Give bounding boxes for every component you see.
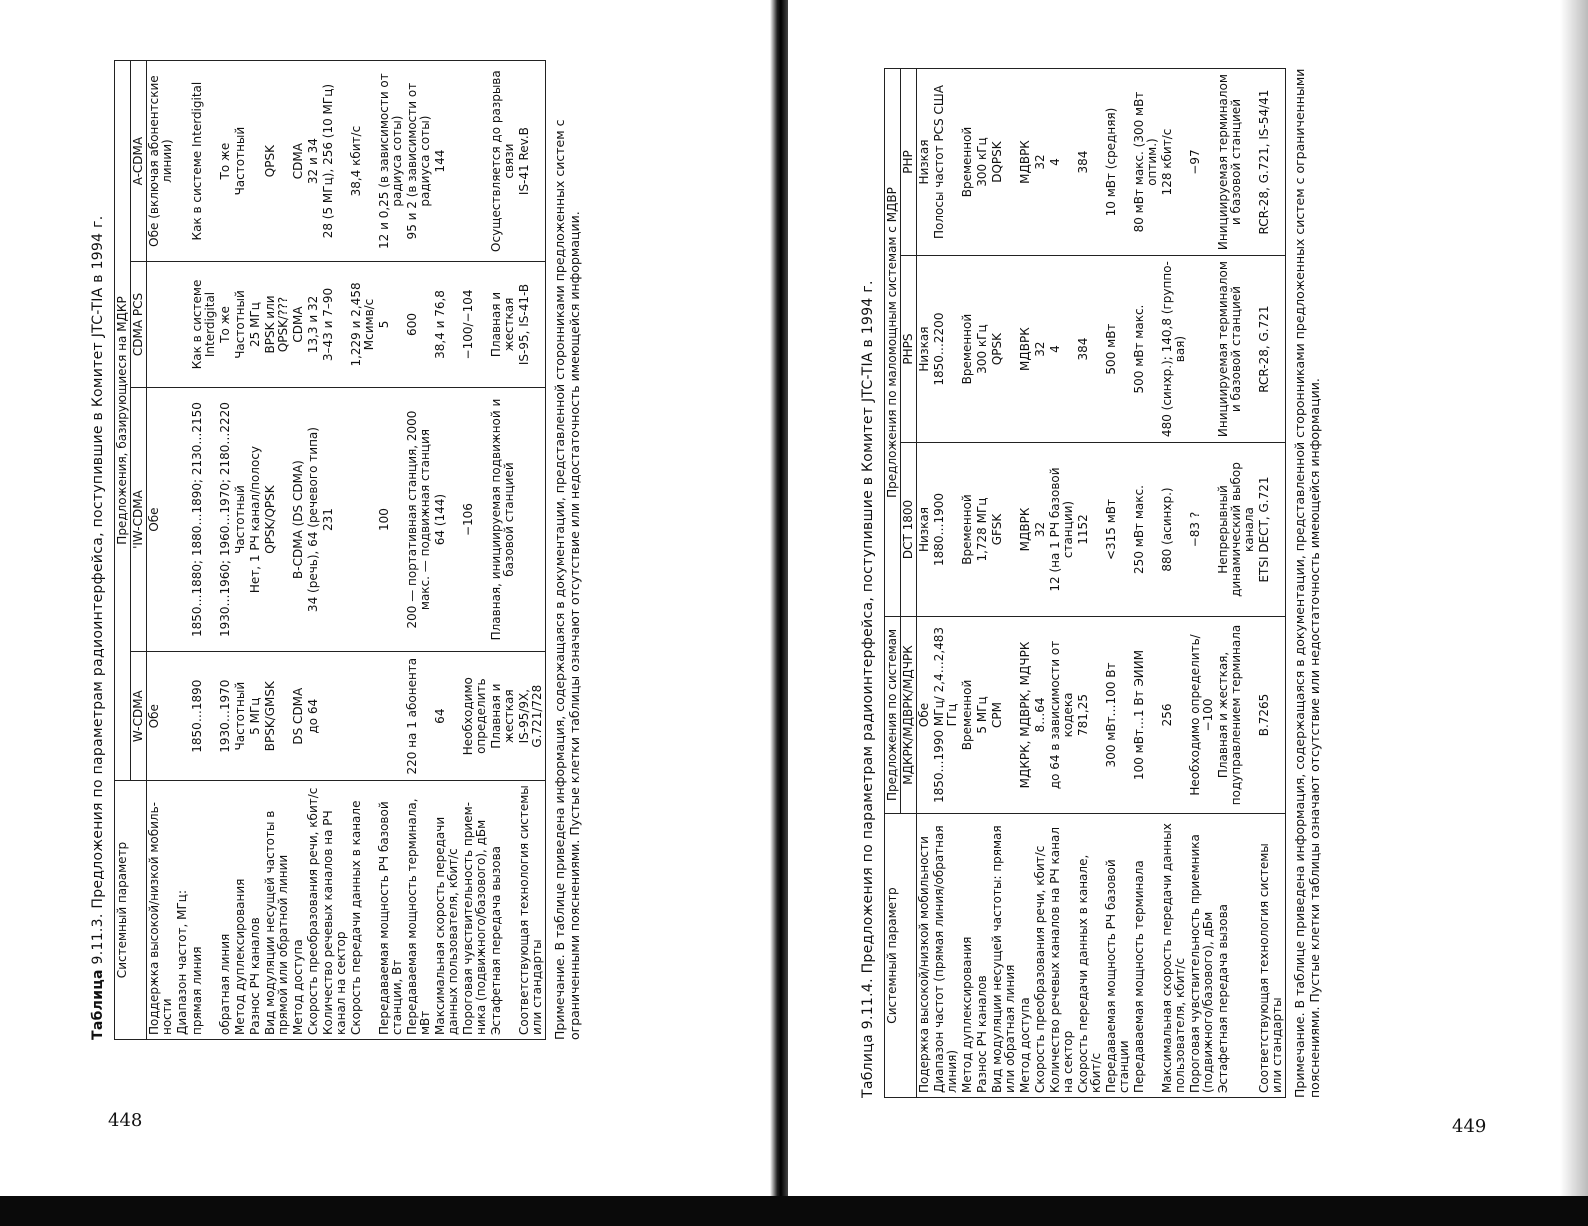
value-cell: RCR-28, G.721, IS-54/41 bbox=[1257, 69, 1286, 256]
value-cell: IS-95, IS-41-B bbox=[517, 262, 546, 388]
value-cell: <315 мВт bbox=[1104, 443, 1132, 617]
parameter-cell: Скорость передачи данных в канале bbox=[349, 781, 377, 1040]
value-cell bbox=[147, 262, 176, 388]
table-row bbox=[218, 61, 233, 1040]
value-cell: 13,3 и 32 bbox=[306, 262, 321, 388]
value-cell: Временной bbox=[960, 616, 975, 813]
scan-bottom-band bbox=[0, 1196, 1588, 1226]
value-cell: RCR-28, G.721 bbox=[1257, 256, 1286, 443]
left-column-header: CDMA PCS bbox=[131, 262, 147, 388]
value-cell: 4 bbox=[1048, 69, 1076, 256]
value-cell: 5 МГц bbox=[975, 616, 990, 813]
value-cell: То же bbox=[218, 262, 233, 388]
parameter-cell: прямая линия bbox=[190, 781, 218, 1040]
value-cell: 1880…1900 bbox=[932, 443, 960, 617]
value-cell: 12 и 0,25 (в зависимости от радиуса соты) bbox=[377, 61, 405, 262]
value-cell: QPSK/QPSK bbox=[263, 387, 291, 652]
parameter-cell: Метод дуплексирования bbox=[960, 814, 975, 1098]
left-page-number: 448 bbox=[108, 1110, 143, 1131]
value-cell: 1930…1970 bbox=[218, 652, 233, 781]
value-cell: Необходимо определить/−100 bbox=[1188, 616, 1216, 813]
value-cell: Как в системе Interdigital bbox=[190, 61, 218, 262]
parameter-cell: Количество речевых каналов на РЧ канал на сектор bbox=[321, 781, 349, 1040]
value-cell: 10 мВт (средняя) bbox=[1104, 69, 1132, 256]
table-row bbox=[321, 61, 349, 1040]
value-cell: 480 (синхр.); 140,8 (групповая) bbox=[1160, 256, 1188, 443]
table-row bbox=[433, 61, 461, 1040]
value-cell: 500 мВт макс. bbox=[1132, 256, 1160, 443]
value-cell: 32 и 34 bbox=[306, 61, 321, 262]
value-cell: IS-95/9X, G.721/728 bbox=[517, 652, 546, 781]
left-column-header: A-CDMA bbox=[131, 61, 147, 262]
value-cell: 200 — портативная станция, 2000 макс. — подвижная станция bbox=[405, 387, 433, 652]
value-cell: Инициируемая терминалом и базовой станцией bbox=[1216, 69, 1257, 256]
value-cell: 880 (асинхр.) bbox=[1160, 443, 1188, 617]
table-row bbox=[1132, 69, 1160, 1098]
value-cell: до 64 bbox=[306, 652, 321, 781]
left-column-header: W-CDMA bbox=[131, 652, 147, 781]
parameter-cell: Максимальная скорость передачи данных пользователя, кбит/с bbox=[433, 781, 461, 1040]
value-cell: 1850…1890 bbox=[190, 652, 218, 781]
value-cell: Низкая bbox=[917, 69, 933, 256]
value-cell bbox=[248, 61, 263, 262]
parameter-cell: Метод доступа bbox=[1018, 814, 1033, 1098]
right-header-group-1: Предложения по системам bbox=[885, 616, 901, 813]
right-page-content bbox=[860, 68, 1322, 1098]
value-cell: 1850…1880; 1880…1890; 2130…2150 bbox=[190, 387, 218, 652]
value-cell: 8…64 bbox=[1033, 616, 1048, 813]
value-cell: ETSI DECT, G.721 bbox=[1257, 443, 1286, 617]
left-caption-prefix: Таблица bbox=[90, 969, 106, 1040]
parameter-cell: Скорость преобразования речи, кбит/с bbox=[1033, 814, 1048, 1098]
parameter-cell: Вид модуляции несущей частоты в прямой или обратной линии bbox=[263, 781, 291, 1040]
value-cell: QPSK bbox=[990, 256, 1018, 443]
right-column-header: PHP bbox=[901, 69, 917, 256]
value-cell: Обе bbox=[147, 387, 176, 652]
value-cell bbox=[517, 387, 546, 652]
right-page-number: 449 bbox=[1452, 1116, 1487, 1137]
value-cell: 32 bbox=[1033, 69, 1048, 256]
value-cell: CPM bbox=[990, 616, 1018, 813]
left-table-caption bbox=[90, 60, 106, 1040]
value-cell: МДВРК bbox=[1018, 69, 1033, 256]
parameter-cell: Передаваемая мощность РЧ базовой станции bbox=[1104, 814, 1132, 1098]
value-cell: 1152 bbox=[1076, 443, 1104, 617]
value-cell: 220 на 1 абонента bbox=[405, 652, 433, 781]
table-row bbox=[1018, 69, 1033, 1098]
value-cell: Обе (включая абонентские линии) bbox=[147, 61, 176, 262]
parameter-cell: Разнос РЧ каналов bbox=[248, 781, 263, 1040]
parameter-cell: Поддержка высокой/низкой мобильности bbox=[147, 781, 176, 1040]
value-cell: 128 кбит/с bbox=[1160, 69, 1188, 256]
value-cell: Необходимо определить bbox=[461, 652, 489, 781]
value-cell: 256 bbox=[1160, 616, 1188, 813]
right-column-header: МДКРК/МДВРК/МДЧРК bbox=[901, 616, 917, 813]
table-row bbox=[517, 61, 546, 1040]
value-cell: 1930…1960; 1960…1970; 2180…2220 bbox=[218, 387, 233, 652]
value-cell: 300 мВт…100 Вт bbox=[1104, 616, 1132, 813]
table-row bbox=[1257, 69, 1286, 1098]
parameter-cell: Метод дуплексирования bbox=[233, 781, 248, 1040]
value-cell: 384 bbox=[1076, 69, 1104, 256]
value-cell: 32 bbox=[1033, 443, 1048, 617]
value-cell: Частотный bbox=[233, 652, 248, 781]
parameter-cell: Максимальная скорость передачи данных пользователя, кбит/с bbox=[1160, 814, 1188, 1098]
value-cell: 384 bbox=[1076, 256, 1104, 443]
value-cell: CDMA bbox=[291, 262, 306, 388]
value-cell: 64 (144) bbox=[433, 387, 461, 652]
value-cell: 144 bbox=[433, 61, 461, 262]
value-cell: Плавная и жесткая, подуправлением терминала bbox=[1216, 616, 1257, 813]
value-cell: 12 (на 1 РЧ базовой станции) bbox=[1048, 443, 1076, 617]
value-cell: МДВРК bbox=[1018, 256, 1033, 443]
table-row bbox=[263, 61, 291, 1040]
value-cell: BPSK/GMSK bbox=[263, 652, 291, 781]
value-cell: МДКРК, МДВРК, МДЧРК bbox=[1018, 616, 1033, 813]
value-cell: до 64 в зависимости от кодека bbox=[1048, 616, 1076, 813]
value-cell: B-CDMA (DS CDMA) bbox=[291, 387, 306, 652]
value-cell: DS CDMA bbox=[291, 652, 306, 781]
value-cell: GFSK bbox=[990, 443, 1018, 617]
parameter-cell: Эстафетная передача вызова bbox=[1216, 814, 1257, 1098]
value-cell: Полосы частот PCS США bbox=[932, 69, 960, 256]
value-cell: Плавная, инициируемая подвижной и базовой станцией bbox=[489, 387, 517, 652]
parameter-cell: Скорость передачи данных в канале, кбит/с bbox=[1076, 814, 1104, 1098]
left-header-group: Предложения, базирующиеся на МДКР bbox=[115, 61, 131, 781]
parameter-cell: Метод доступа bbox=[291, 781, 306, 1040]
table-row bbox=[990, 69, 1018, 1098]
parameter-cell: Передаваемая мощность терминала, мВт bbox=[405, 781, 433, 1040]
value-cell: 95 и 2 (в зависимости от радиуса соты) bbox=[405, 61, 433, 262]
table-row bbox=[147, 61, 176, 1040]
table-row bbox=[377, 61, 405, 1040]
value-cell bbox=[175, 387, 190, 652]
table-row bbox=[489, 61, 517, 1040]
table-row bbox=[1104, 69, 1132, 1098]
value-cell: 38,4 и 76,8 bbox=[433, 262, 461, 388]
value-cell: Временной bbox=[960, 256, 975, 443]
parameter-cell: Соответствующая технология системы или стандарты bbox=[1257, 814, 1286, 1098]
value-cell: Как в системе Interdigital bbox=[190, 262, 218, 388]
value-cell: 38,4 кбит/с bbox=[349, 61, 377, 262]
value-cell: Низкая bbox=[917, 256, 933, 443]
table-row bbox=[917, 69, 933, 1098]
value-cell: 4 bbox=[1048, 256, 1076, 443]
value-cell bbox=[1188, 256, 1216, 443]
table-row bbox=[349, 61, 377, 1040]
value-cell: BPSK или QPSK/??? bbox=[263, 262, 291, 388]
book-spine-shadow bbox=[770, 0, 788, 1226]
table-row bbox=[1076, 69, 1104, 1098]
value-cell: Плавная и жесткая bbox=[489, 262, 517, 388]
table-row bbox=[405, 61, 433, 1040]
parameter-cell: Диапазон частот (прямая линия/обратная линия) bbox=[932, 814, 960, 1098]
table-row bbox=[975, 69, 990, 1098]
value-cell bbox=[349, 387, 377, 652]
parameter-cell: Пороговая чувствительность приемника (подвижного/базового), дБм bbox=[461, 781, 489, 1040]
parameter-cell: Передаваемая мощность РЧ базовой станции, Вт bbox=[377, 781, 405, 1040]
parameter-cell: Передаваемая мощность терминала bbox=[1132, 814, 1160, 1098]
value-cell: 600 bbox=[405, 262, 433, 388]
value-cell: Обе bbox=[147, 652, 176, 781]
value-cell: Низкая bbox=[917, 443, 933, 617]
parameter-cell: Соответствующая технология системы или стандарты bbox=[517, 781, 546, 1040]
parameter-cell: Вид модуляции несущей частоты: прямая или обратная линия bbox=[990, 814, 1018, 1098]
parameter-cell: Эстафетная передача вызова bbox=[489, 781, 517, 1040]
value-cell: DQPSK bbox=[990, 69, 1018, 256]
table-row bbox=[1048, 69, 1076, 1098]
value-cell: IS-41 Rev.B bbox=[517, 61, 546, 262]
value-cell: Нет, 1 РЧ канал/полосу bbox=[248, 387, 263, 652]
value-cell: Частотный bbox=[233, 262, 248, 388]
table-row bbox=[306, 61, 321, 1040]
value-cell: 32 bbox=[1033, 256, 1048, 443]
right-table bbox=[884, 68, 1286, 1098]
value-cell bbox=[321, 652, 349, 781]
value-cell: МДВРК bbox=[1018, 443, 1033, 617]
table-row bbox=[248, 61, 263, 1040]
parameter-cell: Скорость преобразования речи, кбит/с bbox=[306, 781, 321, 1040]
value-cell bbox=[175, 262, 190, 388]
left-table-note: Примечание. В таблице приведена информация, содержащаяся в документации, представленной сторонниками предложенных систем с ограниченными пояснениями. Пустые клетки таблицы означают отсутствие или недостаточность имеющейся информации. bbox=[552, 119, 582, 1040]
value-cell: Непрерывный динамический выбор канала bbox=[1216, 443, 1257, 617]
left-header-param: Системный параметр bbox=[115, 781, 147, 1040]
value-cell: B.7265 bbox=[1257, 616, 1286, 813]
parameter-cell: Диапазон частот, МГц: bbox=[175, 781, 190, 1040]
value-cell: Частотный bbox=[233, 387, 248, 652]
value-cell: −97 bbox=[1188, 69, 1216, 256]
parameter-cell: Количество речевых каналов на РЧ канал на сектор bbox=[1048, 814, 1076, 1098]
value-cell: 231 bbox=[321, 387, 349, 652]
value-cell bbox=[175, 652, 190, 781]
value-cell: 80 мВт макс. (300 мВт оптим.) bbox=[1132, 69, 1160, 256]
value-cell: 100 мВт…1 Вт ЭИИМ bbox=[1132, 616, 1160, 813]
value-cell: 5 bbox=[377, 262, 405, 388]
value-cell: −83 ? bbox=[1188, 443, 1216, 617]
left-caption-text: 9.11.3. Предложения по параметрам радиоинтерфейса, поступившие в Комитет JTC-TIA в 1994 г. bbox=[90, 215, 106, 965]
value-cell: 100 bbox=[377, 387, 405, 652]
value-cell: 28 (5 МГц), 256 (10 МГц) bbox=[321, 61, 349, 262]
value-cell: Временной bbox=[960, 443, 975, 617]
value-cell: Временной bbox=[960, 69, 975, 256]
value-cell: То же bbox=[218, 61, 233, 262]
right-header-param: Системный параметр bbox=[885, 814, 917, 1098]
right-table-note: Примечание. В таблице приведена информация, содержащаяся в документации, представленной сторонниками предложенных систем с ограниченными пояснениями. Пустые клетки таблицы означают отсутствие или недостаточность имеющейся информации. bbox=[1292, 68, 1322, 1098]
table-row bbox=[233, 61, 248, 1040]
value-cell: 1850…2200 bbox=[932, 256, 960, 443]
value-cell: Частотный bbox=[233, 61, 248, 262]
table-row bbox=[960, 69, 975, 1098]
value-cell: QPSK bbox=[263, 61, 291, 262]
value-cell bbox=[175, 61, 190, 262]
parameter-cell: Разнос РЧ каналов bbox=[975, 814, 990, 1098]
value-cell: Инициируемая терминалом и базовой станцией bbox=[1216, 256, 1257, 443]
value-cell: CDMA bbox=[291, 61, 306, 262]
parameter-cell: обратная линия bbox=[218, 781, 233, 1040]
right-table-caption: Таблица 9.11.4. Предложения по параметрам радиоинтерфейса, поступившие в Комитет JTC-TIA в 1994 г. bbox=[860, 280, 876, 1098]
value-cell: 1850…1990 МГц/ 2,4…2,483 ГГц bbox=[932, 616, 960, 813]
table-row bbox=[1160, 69, 1188, 1098]
value-cell: Плавная и жесткая bbox=[489, 652, 517, 781]
table-row bbox=[1188, 69, 1216, 1098]
table-row bbox=[932, 69, 960, 1098]
value-cell: 781,25 bbox=[1076, 616, 1104, 813]
value-cell: 34 (речь), 64 (речевого типа) bbox=[306, 387, 321, 652]
value-cell: −100/−104 bbox=[461, 262, 489, 388]
left-page-content bbox=[90, 60, 582, 1040]
value-cell bbox=[461, 61, 489, 262]
table-row bbox=[291, 61, 306, 1040]
value-cell: 300 кГц bbox=[975, 69, 990, 256]
right-header-group-2: Предложения по маломощным системам с МДВР bbox=[885, 69, 901, 617]
value-cell bbox=[377, 652, 405, 781]
value-cell: 64 bbox=[433, 652, 461, 781]
left-table bbox=[114, 60, 546, 1040]
right-column-header: PHPS bbox=[901, 256, 917, 443]
value-cell: −106 bbox=[461, 387, 489, 652]
value-cell: 1,229 и 2,458 Мсимв/с bbox=[349, 262, 377, 388]
table-row bbox=[1216, 69, 1257, 1098]
table-row bbox=[190, 61, 218, 1040]
value-cell: 25 МГц bbox=[248, 262, 263, 388]
left-column-header: 'IW-CDMA bbox=[131, 387, 147, 652]
parameter-cell: Подержка высокой/низкой мобильности bbox=[917, 814, 933, 1098]
parameter-cell: Пороговая чувствительность приемника (подвижного/базового), дБм bbox=[1188, 814, 1216, 1098]
value-cell: 250 мВт макс. bbox=[1132, 443, 1160, 617]
value-cell: 3–43 и 7–90 bbox=[321, 262, 349, 388]
table-row bbox=[1033, 69, 1048, 1098]
value-cell: 500 мВт bbox=[1104, 256, 1132, 443]
value-cell: Осуществляется до разрыва связи bbox=[489, 61, 517, 262]
right-column-header: DCT 1800 bbox=[901, 443, 917, 617]
page-edge-shadow bbox=[1560, 0, 1588, 1226]
table-row bbox=[175, 61, 190, 1040]
value-cell: 5 МГц bbox=[248, 652, 263, 781]
value-cell: 300 кГц bbox=[975, 256, 990, 443]
value-cell bbox=[349, 652, 377, 781]
value-cell: Обе bbox=[917, 616, 933, 813]
table-row bbox=[461, 61, 489, 1040]
value-cell: 1,728 МГц bbox=[975, 443, 990, 617]
